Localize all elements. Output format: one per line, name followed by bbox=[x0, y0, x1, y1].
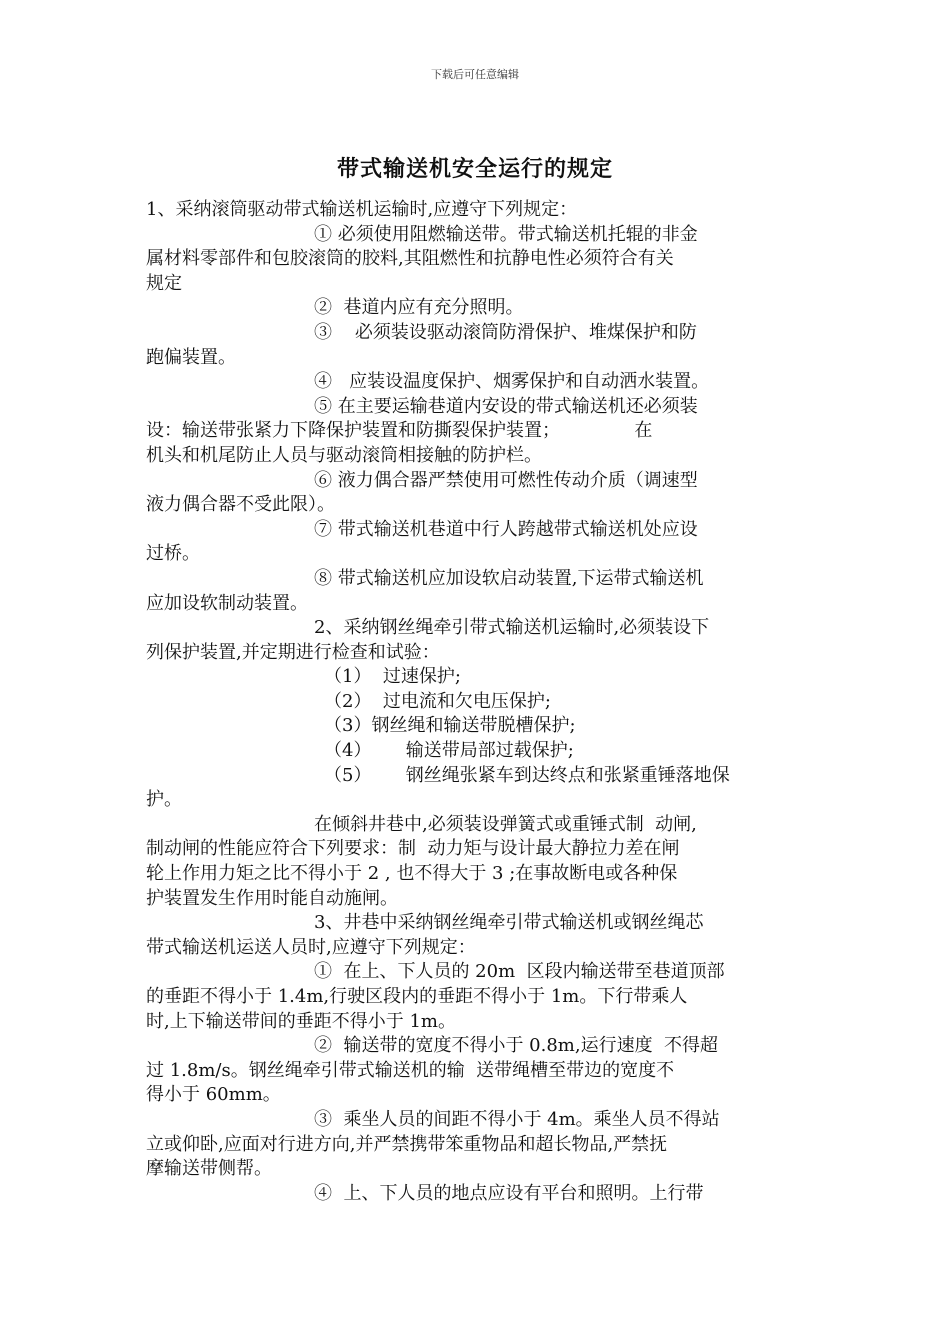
text-line: （4） 输送带局部过载保护; bbox=[324, 740, 574, 762]
text-line: 属材料零部件和包胶滚筒的胶料,其阻燃性和抗静电性必须符合有关 bbox=[146, 248, 674, 270]
text-line: 制动闸的性能应符合下列要求：制 动力矩与设计最大静拉力差在闸 bbox=[146, 838, 680, 860]
text-line: （2） 过电流和欠电压保护; bbox=[324, 690, 551, 712]
text-line: ③ 必须装设驱动滚筒防滑保护、堆煤保护和防 bbox=[314, 321, 697, 343]
text-line: 带式输送机运送人员时,应遵守下列规定： bbox=[146, 936, 476, 958]
text-line: （1） 过速保护; bbox=[324, 666, 461, 688]
text-line: 得小于 60mm。 bbox=[146, 1084, 281, 1106]
document-title: 带式输送机安全运行的规定 bbox=[336, 157, 613, 182]
text-line: ⑤ 在主要运输巷道内安设的带式输送机还必须装 bbox=[314, 395, 698, 417]
text-line: 在倾斜井巷中,必须装设弹簧式或重锤式制 动闸, bbox=[314, 813, 697, 835]
text-line: ① 在上、下人员的 20m 区段内输送带至巷道顶部 bbox=[314, 961, 725, 983]
text-line: ⑧ 带式输送机应加设软启动装置,下运带式输送机 bbox=[314, 567, 704, 589]
text-line: 列保护装置,并定期进行检查和试验： bbox=[146, 641, 440, 663]
text-line: 过桥。 bbox=[146, 543, 200, 565]
text-line: 护装置发生作用时能自动施闸。 bbox=[146, 887, 398, 909]
text-line: ④ 上、下人员的地点应设有平台和照明。上行带 bbox=[314, 1182, 704, 1204]
text-line: ③ 乘坐人员的间距不得小于 4m。乘坐人员不得站 bbox=[314, 1108, 720, 1130]
text-line: 设：输送带张紧力下降保护装置和防撕裂保护装置； 在 bbox=[146, 420, 653, 442]
text-line: 时,上下输送带间的垂距不得小于 1m。 bbox=[146, 1010, 456, 1032]
text-line: ⑦ 带式输送机巷道中行人跨越带式输送机处应设 bbox=[314, 518, 698, 540]
text-line: 机头和机尾防止人员与驱动滚筒相接触的防护栏。 bbox=[146, 444, 542, 466]
page-header-note: 下载后可任意编辑 bbox=[431, 68, 519, 81]
text-line: 过 1.8m/s。钢丝绳牵引带式输送机的输 送带绳槽至带边的宽度不 bbox=[146, 1059, 675, 1081]
document-body bbox=[146, 198, 804, 1206]
text-line: ② 输送带的宽度不得小于 0.8m,运行速度 不得超 bbox=[314, 1035, 719, 1057]
text-line: 应加设软制动装置。 bbox=[146, 592, 308, 614]
text-line: （5） 钢丝绳张紧车到达终点和张紧重锤落地保 bbox=[324, 764, 730, 786]
text-line: 立或仰卧,应面对行进方向,并严禁携带笨重物品和超长物品,严禁抚 bbox=[146, 1133, 668, 1155]
text-line: ① 必须使用阻燃输送带。带式输送机托辊的非金 bbox=[314, 223, 698, 245]
text-line: 规定 bbox=[146, 272, 182, 294]
text-line: 的垂距不得小于 1.4m,行驶区段内的垂距不得小于 1m。下行带乘人 bbox=[146, 986, 688, 1007]
text-line: 2、采纳钢丝绳牵引带式输送机运输时,必须装设下 bbox=[314, 617, 710, 639]
text-line: （3）钢丝绳和输送带脱槽保护; bbox=[324, 715, 576, 737]
text-line: ④ 应装设温度保护、烟雾保护和自动洒水装置。 bbox=[314, 371, 710, 393]
text-line: 护。 bbox=[146, 789, 182, 811]
text-line: 轮上作用力矩之比不得小于 2 , 也不得大于 3 ;在事故断电或各种保 bbox=[146, 863, 678, 885]
text-line: 1、采纳滚筒驱动带式输送机运输时,应遵守下列规定： bbox=[146, 199, 578, 220]
text-line: 液力偶合器不受此限）。 bbox=[146, 494, 335, 516]
text-line: 摩输送带侧帮。 bbox=[146, 1158, 272, 1180]
text-line: 3、井巷中采纳钢丝绳牵引带式输送机或钢丝绳芯 bbox=[314, 912, 704, 934]
text-line: ⑥ 液力偶合器严禁使用可燃性传动介质（调速型 bbox=[314, 469, 698, 491]
text-line: ② 巷道内应有充分照明。 bbox=[314, 297, 524, 319]
text-line: 跑偏装置。 bbox=[146, 346, 236, 368]
